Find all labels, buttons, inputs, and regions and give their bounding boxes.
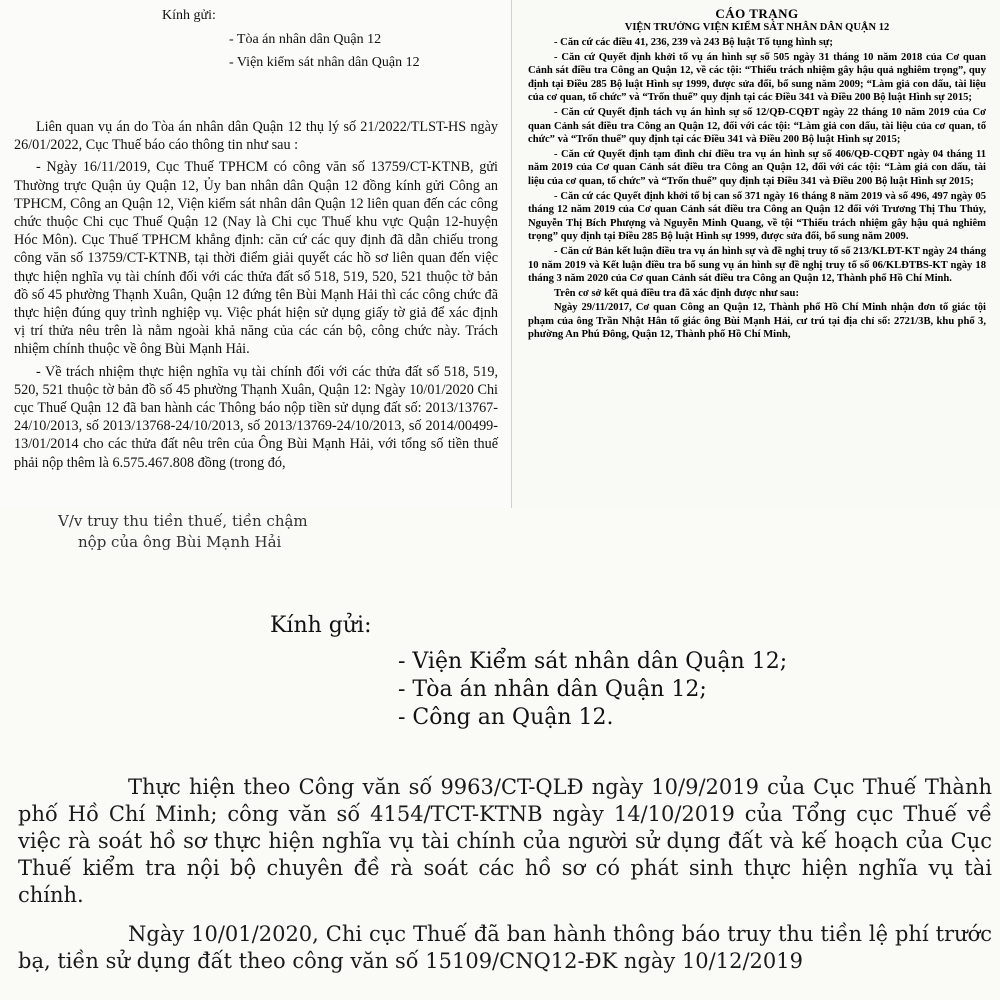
bottom-recipient-item: - Viện Kiểm sát nhân dân Quận 12; [398,649,788,674]
left-salutation: Kính gửi: [162,8,216,23]
bottom-paragraph: Ngày 10/01/2020, Chi cục Thuế đã ban hành thông báo truy thu tiền lệ phí trước bạ, tiền sử dụng đất theo công văn số 15109/CNQ12-ĐK ngày 10/12/2019 [18,922,992,973]
right-paragraph: - Căn cứ các Quyết định khởi tố bị can số 371 ngày 16 tháng 8 năm 2019 và số 496, 497 ngày 05 tháng 12 năm 2019 của Cơ quan Cảnh sát điều tra Công an Quận 12 đối với Trương Thị Thu Thủy, Nguyễn Thị Bích Phượng và Nguyễn Minh Quang, về tội “Thiếu trách nhiệm gây hậu quả nghiêm trọng” quy định tại Điều 285 Bộ luật Hình sự 1999, được sửa đổi, bổ sung năm 2009. [528,190,986,243]
right-paragraph: - Căn cứ Bản kết luận điều tra vụ án hình sự và đề nghị truy tố số 213/KLĐT-KT ngày 24 tháng 10 năm 2019 và Kết luận điều tra bổ sung vụ án hình sự đề nghị truy tố số 06/KLĐTBS-KT ngày 18 tháng 3 năm 2020 của Cơ quan Cảnh sát điều tra Công an Quận 12, Thành phố Hồ Chí Minh. [528,245,986,285]
indictment-subtitle: VIỆN TRƯỞNG VIỆN KIỂM SÁT NHÂN DÂN QUẬN 12 [624,22,890,33]
left-paragraph: - Ngày 16/11/2019, Cục Thuế TPHCM có công văn số 13759/CT-KTNB, gửi Thường trực Quận ủy Quận 12, Ủy ban nhân dân Quận 12 đồng kính gửi Công an TPHCM, Công an Quận 12, Viện kiểm sát nhân dân Quận 12 liên quan đến các công chức thuộc Chi cục Thuế Quận 12 (Nay là Chi cục Thuế khu vực Quận 12-huyện Hóc Môn). Cục Thuế TPHCM khẳng định: căn cứ các quy định đã dẫn chiếu trong công văn số 13759/CT-KTNB, tại thời điểm giải quyết các hồ sơ liên quan đến việc thực hiện nghĩa vụ tài chính đối với các thửa đất số 518, 519, 520, 521 thuộc tờ bản đồ số 45 phường Thạnh Xuân, Quận 12 đứng tên Bùi Mạnh Hải thì các công chức đã thực hiện đúng quy trình nghiệp vụ. Việc phát hiện sử dụng giấy tờ giả để xác định vị trí thửa nêu trên là nằm ngoài khả năng của các cán bộ, công chức này. Trách nhiệm chính thuộc về ông Bùi Mạnh Hải. [14,159,498,358]
right-paragraph: - Căn cứ các điều 41, 236, 239 và 243 Bộ luật Tố tụng hình sự; [554,37,833,48]
subject-line-2: nộp của ông Bùi Mạnh Hải [78,533,282,551]
subject-line [58,511,992,553]
left-document-page [0,0,512,508]
bottom-paragraph: Thực hiện theo Công văn số 9963/CT-QLĐ ngày 10/9/2019 của Cục Thuế Thành phố Hồ Chí Minh; công văn số 4154/TCT-KTNB ngày 14/10/2019 của Tổng cục Thuế về việc rà soát hồ sơ thực hiện nghĩa vụ tài chính của người sử dụng đất và kế hoạch của Cục Thuế kiểm tra nội bộ chuyên đề rà soát các hồ sơ có phát sinh thực hiện nghĩa vụ tài chính. [18,775,992,907]
bottom-recipient-item: - Công an Quận 12. [398,705,614,730]
right-paragraph: - Căn cứ Quyết định tạm đình chỉ điều tra vụ án hình sự số 406/QĐ-CQĐT ngày 04 tháng 11 năm 2019 của Cơ quan Cảnh sát điều tra Công an Quận 12, đối với các tội: “Làm giả con dấu, tài liệu của cơ quan, tổ chức” và “Trốn thuế” quy định tại Điều 341 và Điều 200 Bộ luật Hình sự 2015; [528,148,986,187]
subject-line-1: V/v truy thu tiền thuế, tiền chậm [58,512,308,530]
left-body [14,118,498,472]
left-recipient-list [14,28,498,74]
left-paragraph: - Về trách nhiệm thực hiện nghĩa vụ tài chính đối với các thửa đất số 518, 519, 520, 521 thuộc tờ bản đồ số 45 phường Thạnh Xuân, Quận 12: Ngày 10/01/2020 Chi cục Thuế Quận 12 đã ban hành các Thông báo nộp tiền sử dụng đất số: 2013/13767-24/10/2013, số 2013/13768-24/10/2013, số 2013/13769-24/10/2013, số 2014/00499-13/01/2014 cho các thửa đất nêu trên của Ông Bùi Mạnh Hải, với tổng số tiền thuế phải nộp thêm là 6.575.467.808 đồng (trong đó, [14,363,498,471]
bottom-recipient-list [18,648,992,732]
right-paragraph: Ngày 29/11/2017, Cơ quan Công an Quận 12, Thành phố Hồ Chí Minh nhận đơn tố giác tội phạm của ông Trần Nhật Hân tố giác ông Bùi Mạnh Hải, cư trú tại địa chỉ số: 2721/3B, khu phố 3, phường An Phú Đông, Quận 12, Thành phố Hồ Chí Minh, [528,302,986,341]
right-paragraph: Trên cơ sở kết quả điều tra đã xác định được như sau: [554,287,799,299]
bottom-salutation: Kính gửi: [270,613,372,638]
right-paragraph: - Căn cứ Quyết định khởi tố vụ án hình sự số 505 ngày 31 tháng 10 năm 2018 của Cơ quan Cảnh sát điều tra Công an Quận 12, về các tội: “Thiếu trách nhiệm gây hậu quả nghiêm trọng”, quy định tại Điều 285 Bộ luật Hình sự 1999, được sửa đổi, bổ sung năm 2009; “Làm giả con dấu, tài liệu của cơ quan, tổ chức” và “Trốn thuế” quy định tại các Điều 341 và Điều 200 Bộ luật Hình sự 2015; [528,51,986,104]
left-recipient-item: - Tòa án nhân dân Quận 12 [229,32,382,47]
right-document-page [512,0,1000,508]
bottom-recipient-item: - Tòa án nhân dân Quận 12; [398,677,707,702]
indictment-title: CÁO TRẠNG [715,6,799,21]
right-paragraph: - Căn cứ Quyết định tách vụ án hình sự số 12/QĐ-CQĐT ngày 22 tháng 10 năm 2019 của Cơ quan Cảnh sát điều tra Công an Quận 12, đối với các tội: “Làm giả con dấu, tài liệu của cơ quan, tổ chức” và “Trốn thuế” quy định tại các Điều 341 và Điều 200 Bộ luật Hình sự 2015; [528,106,986,146]
left-paragraph: Liên quan vụ án do Tòa án nhân dân Quận 12 thụ lý số 21/2022/TLST-HS ngày 26/01/2022, Cục Thuế báo cáo thông tin như sau : [14,119,498,154]
bottom-document-page [0,508,1000,1000]
left-recipient-item: - Viện kiểm sát nhân dân Quận 12 [229,55,420,70]
